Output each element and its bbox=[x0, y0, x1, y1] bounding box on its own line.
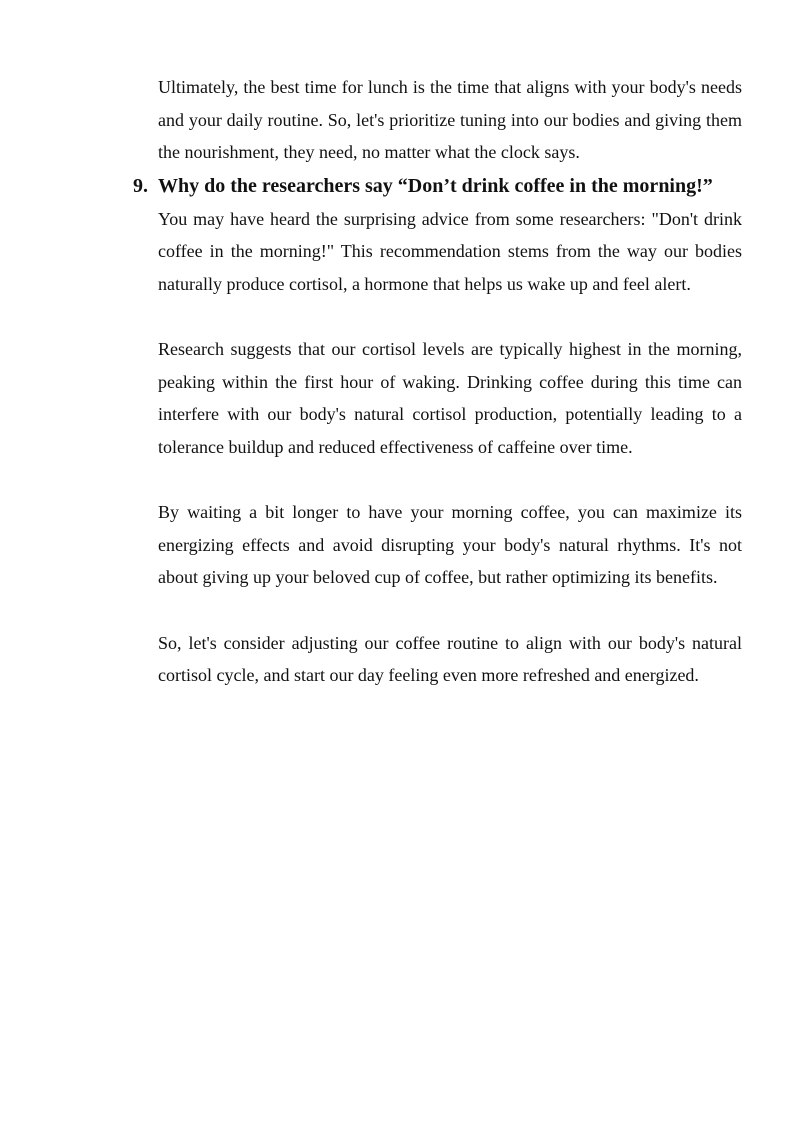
section-title: Why do the researchers say “Don’t drink coffee in the morning!” bbox=[158, 174, 713, 197]
section-paragraph-4: So, let's consider adjusting our coffee routine to align with our body's natural cortisol cycle, and start our day feeling even more refreshed and energized. bbox=[158, 632, 742, 686]
intro-paragraph: Ultimately, the best time for lunch is the time that aligns with your body's needs and your daily routine. So, let's prioritize tuning into our bodies and giving them the nourishment, they need, no matter what the clock says. bbox=[158, 77, 742, 163]
section-paragraph-1: You may have heard the surprising advice from some researchers: "Don't drink coffee in the morning!" This recommendation stems from the way our bodies naturally produce cortisol, a hormone that helps us wake up and feel alert. bbox=[158, 208, 742, 294]
paragraph-spacer bbox=[158, 301, 742, 334]
section-paragraph-3: By waiting a bit longer to have your morning coffee, you can maximize its energizing effects and avoid disrupting your body's natural rhythms. It's not about giving up your beloved cup of coffee, but rather optimizing its benefits. bbox=[158, 502, 742, 588]
section-paragraph-2: Research suggests that our cortisol levels are typically highest in the morning, peaking within the first hour of waking. Drinking coffee during this time can interfere with our body's natural cortisol production, potentially leading to a tolerance buildup and reduced effectiveness of caffeine over time. bbox=[158, 339, 742, 457]
paragraph-spacer bbox=[158, 464, 742, 497]
section-heading bbox=[133, 169, 742, 203]
section-number: 9. bbox=[133, 174, 148, 197]
paragraph-spacer bbox=[158, 594, 742, 627]
page-content bbox=[133, 71, 742, 692]
